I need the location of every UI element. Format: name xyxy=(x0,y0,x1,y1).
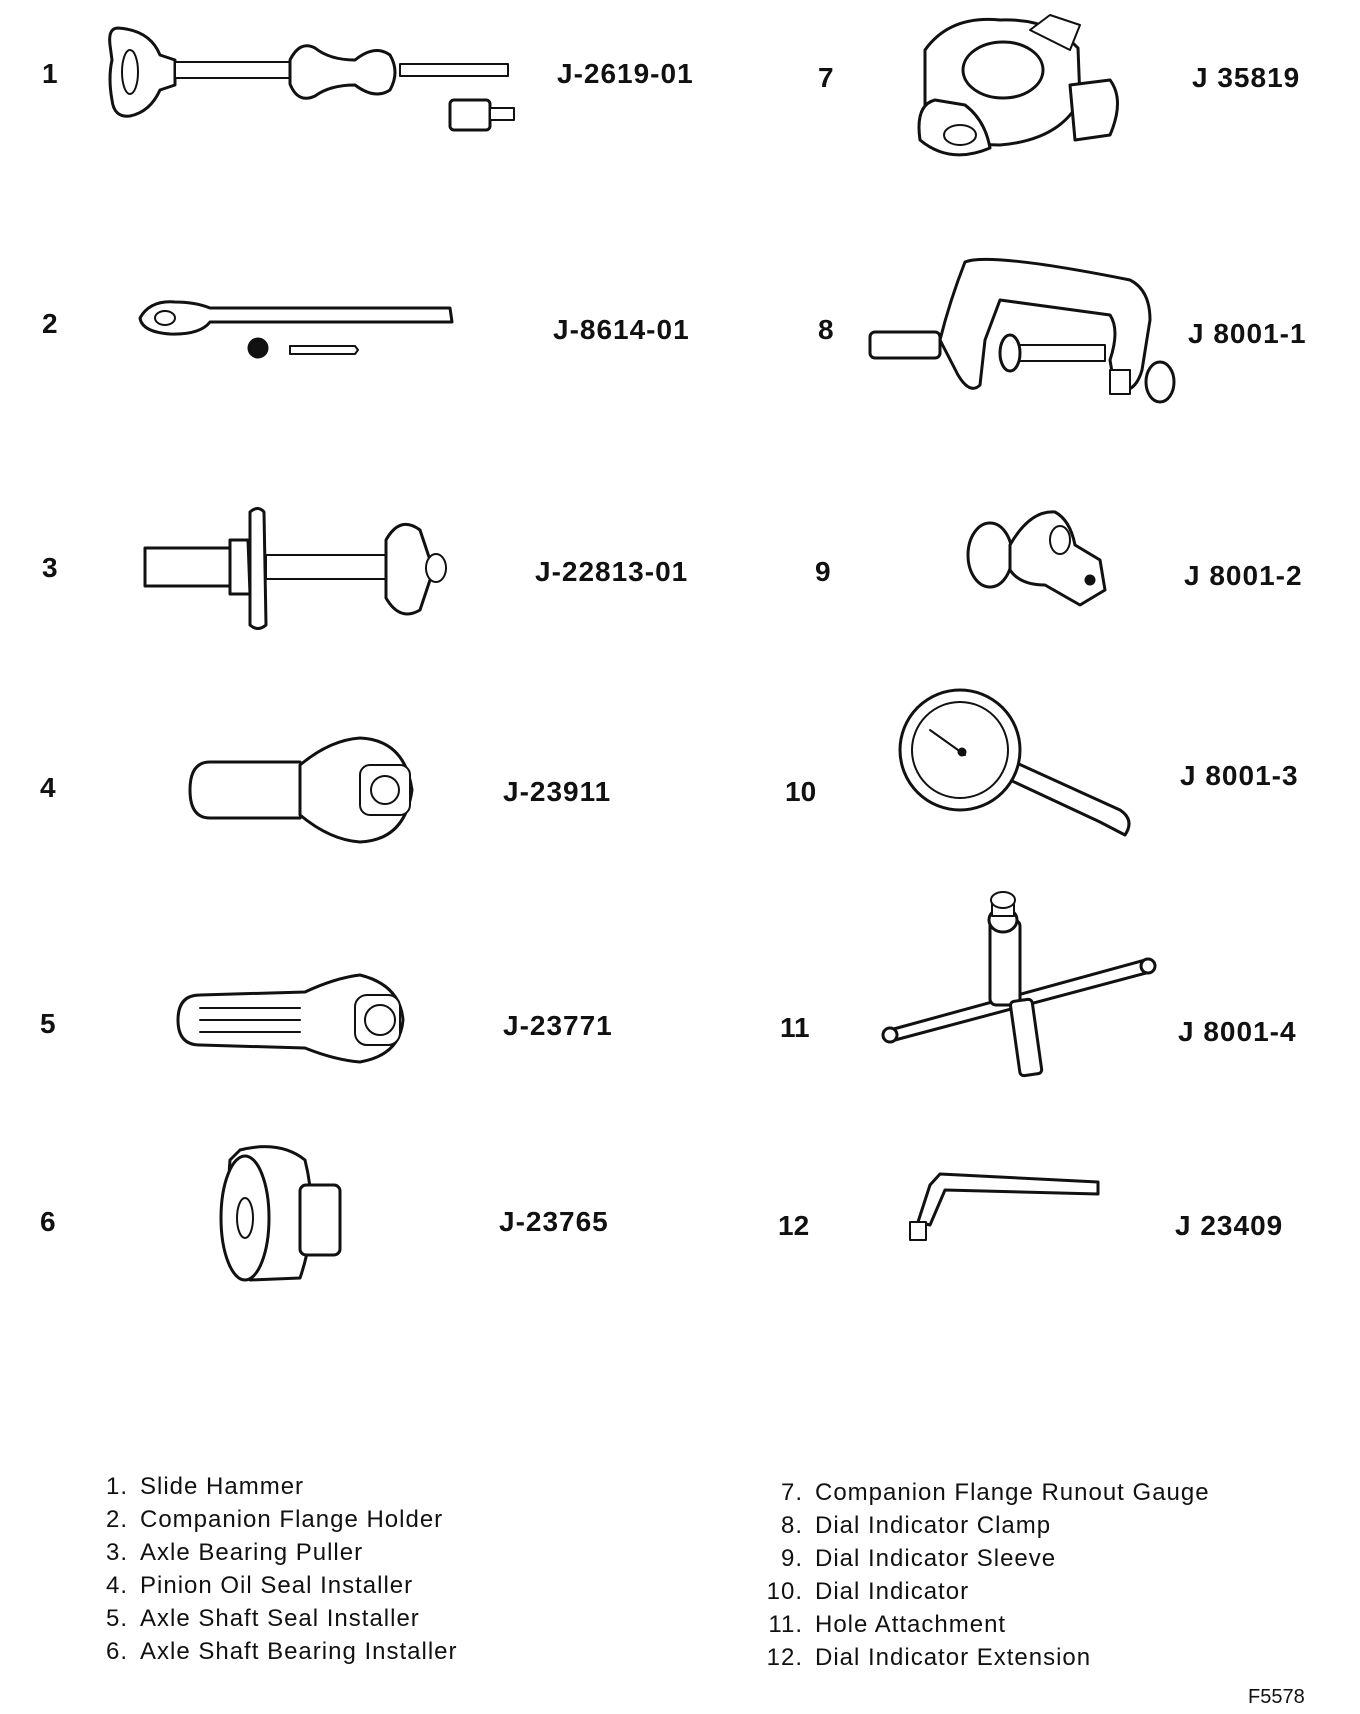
part-number: J 8001-1 xyxy=(1188,318,1307,349)
part-number: J 8001-4 xyxy=(1178,1016,1297,1047)
legend-number: 4. xyxy=(105,1572,128,1599)
legend-item xyxy=(90,1536,458,1569)
legend-label: Hole Attachment xyxy=(815,1611,1007,1638)
item-number: 7 xyxy=(818,62,834,93)
legend-number: 6. xyxy=(105,1638,128,1665)
legend-number: 1. xyxy=(105,1473,128,1500)
dial-indicator-sleeve-drawing xyxy=(968,512,1105,605)
legend-item xyxy=(765,1542,1210,1575)
legend-number: 8. xyxy=(780,1512,803,1539)
legend-label: Dial Indicator xyxy=(815,1578,970,1605)
axle-shaft-seal-installer-drawing xyxy=(178,975,403,1062)
legend-item xyxy=(90,1635,458,1668)
part-number: J 8001-3 xyxy=(1180,760,1299,791)
item-number: 1 xyxy=(42,58,58,89)
item-number: 3 xyxy=(42,552,58,583)
legend-label: Dial Indicator Clamp xyxy=(815,1512,1052,1539)
legend-item xyxy=(765,1476,1210,1509)
legend-label: Slide Hammer xyxy=(140,1473,305,1500)
item-number: 9 xyxy=(815,556,831,587)
dial-indicator-extension-drawing xyxy=(910,1174,1098,1240)
legend-number: 12. xyxy=(766,1644,803,1671)
legend-item xyxy=(765,1575,1210,1608)
legend-number: 10. xyxy=(766,1578,803,1605)
legend-label: Pinion Oil Seal Installer xyxy=(140,1572,414,1599)
legend-number: 2. xyxy=(105,1506,128,1533)
runout-gauge-drawing xyxy=(919,15,1118,155)
item-number: 10 xyxy=(785,776,817,807)
legend-right xyxy=(765,1476,1210,1674)
legend-item xyxy=(765,1509,1210,1542)
legend-item xyxy=(90,1470,458,1503)
legend-label: Axle Shaft Seal Installer xyxy=(140,1605,420,1632)
part-number: J-23771 xyxy=(503,1010,613,1041)
dial-indicator-drawing xyxy=(900,690,1129,835)
legend-label: Companion Flange Runout Gauge xyxy=(815,1479,1210,1506)
part-number: J-8614-01 xyxy=(553,314,690,345)
part-number: J-23911 xyxy=(503,776,612,807)
item-number: 5 xyxy=(40,1008,56,1039)
legend-number: 7. xyxy=(780,1479,803,1506)
hole-attachment-drawing xyxy=(883,892,1155,1076)
legend-item xyxy=(90,1503,458,1536)
legend-label: Dial Indicator Extension xyxy=(815,1644,1092,1671)
dial-indicator-clamp-drawing xyxy=(870,259,1174,402)
item-number: 4 xyxy=(40,772,56,803)
legend-item xyxy=(90,1602,458,1635)
slide-hammer-drawing xyxy=(110,28,514,130)
axle-bearing-puller-drawing xyxy=(145,509,446,629)
item-number: 6 xyxy=(40,1206,56,1237)
legend-label: Axle Bearing Puller xyxy=(140,1539,364,1566)
legend-label: Axle Shaft Bearing Installer xyxy=(140,1638,458,1665)
legend-item xyxy=(765,1608,1210,1641)
axle-shaft-bearing-installer-drawing xyxy=(221,1147,340,1280)
item-number: 2 xyxy=(42,308,58,339)
legend-item xyxy=(765,1641,1210,1674)
item-number: 11 xyxy=(780,1012,810,1043)
item-number: 12 xyxy=(778,1210,810,1241)
legend-label: Dial Indicator Sleeve xyxy=(815,1545,1057,1572)
pinion-oil-seal-installer-drawing xyxy=(190,738,412,842)
legend-label: Companion Flange Holder xyxy=(140,1506,444,1533)
legend-number: 5. xyxy=(105,1605,128,1632)
part-number: J 23409 xyxy=(1175,1210,1284,1241)
legend-number: 3. xyxy=(105,1539,128,1566)
part-number: J 8001-2 xyxy=(1184,560,1303,591)
figure-id: F5578 xyxy=(1248,1686,1305,1708)
part-number: J-2619-01 xyxy=(557,58,694,89)
legend-item xyxy=(90,1569,458,1602)
legend-number: 11. xyxy=(768,1611,803,1638)
part-number: J-23765 xyxy=(499,1206,609,1237)
legend-left xyxy=(90,1470,458,1668)
part-number: J-22813-01 xyxy=(535,556,689,587)
part-number: J 35819 xyxy=(1192,62,1301,93)
item-number: 8 xyxy=(818,314,834,345)
legend-number: 9. xyxy=(780,1545,803,1572)
companion-flange-holder-drawing xyxy=(140,302,452,357)
